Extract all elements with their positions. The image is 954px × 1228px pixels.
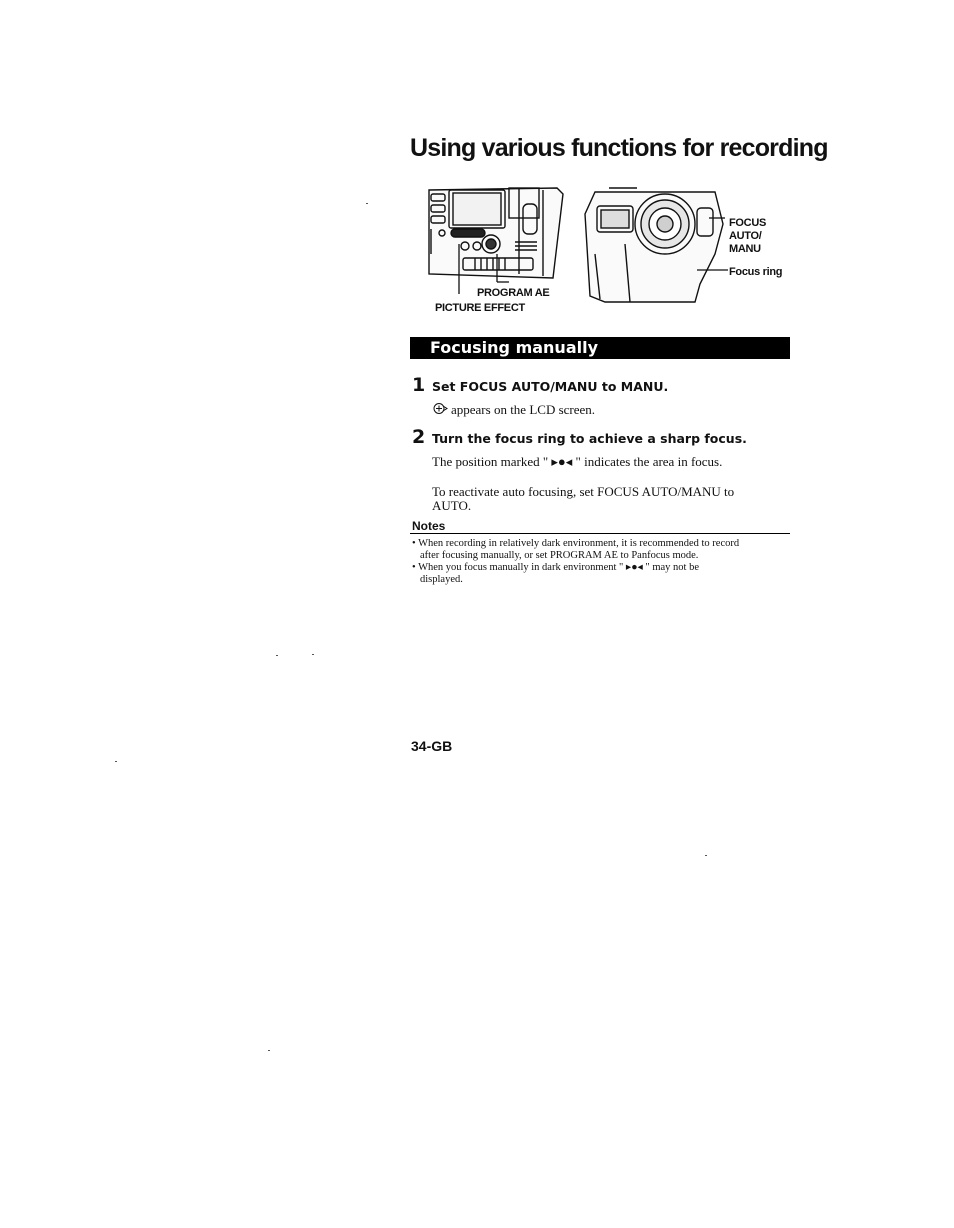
page-number: 34-GB — [411, 738, 453, 754]
step-1-title: Set FOCUS AUTO/MANU to MANU. — [432, 379, 669, 394]
focus-ring-label: Focus ring — [729, 266, 783, 278]
section-header — [410, 337, 790, 359]
notes-heading: Notes — [412, 519, 446, 533]
manual-focus-indicator-icon — [432, 402, 448, 415]
scan-speck — [276, 655, 278, 656]
note-2-line-2: displayed. — [420, 574, 463, 585]
section-title: Focusing manually — [430, 338, 599, 357]
note-1-line-1: • When recording in relatively dark environment, it is recommended to record — [412, 538, 740, 549]
picture-effect-label: PICTURE EFFECT — [435, 302, 525, 314]
step-1-number: 1 — [412, 374, 426, 396]
camera-front-view — [585, 188, 723, 302]
program-ae-label: PROGRAM AE — [477, 287, 550, 299]
focus-auto-manu-label-3: MANU — [729, 243, 761, 255]
scan-speck — [312, 654, 314, 655]
camera-back-view — [429, 188, 563, 278]
step-2-reactivate-text-1: To reactivate auto focusing, set FOCUS AUTO/MANU to — [432, 484, 735, 499]
note-2-line-1: • When you focus manually in dark environment " ▸●◂ " may not be — [412, 562, 700, 573]
scan-speck — [115, 761, 117, 762]
focus-auto-manu-label-2: AUTO/ — [729, 230, 762, 242]
scan-speck — [366, 203, 368, 204]
step-2-reactivate-text-2: AUTO. — [432, 498, 472, 513]
scan-speck — [268, 1050, 270, 1051]
focus-auto-manu-label-1: FOCUS — [729, 217, 767, 229]
step-2-title: Turn the focus ring to achieve a sharp focus. — [432, 431, 747, 446]
scan-speck — [705, 855, 707, 856]
notes-divider — [410, 533, 790, 534]
step-2-description: The position marked " ▸●◂ " indicates the area in focus. — [432, 454, 723, 469]
note-1-line-2: after focusing manually, or set PROGRAM AE to Panfocus mode. — [420, 550, 699, 561]
camera-illustration — [425, 184, 790, 326]
step-1-description: appears on the LCD screen. — [451, 402, 596, 417]
page-title: Using various functions for recording — [410, 134, 828, 162]
step-2-number: 2 — [412, 426, 426, 448]
